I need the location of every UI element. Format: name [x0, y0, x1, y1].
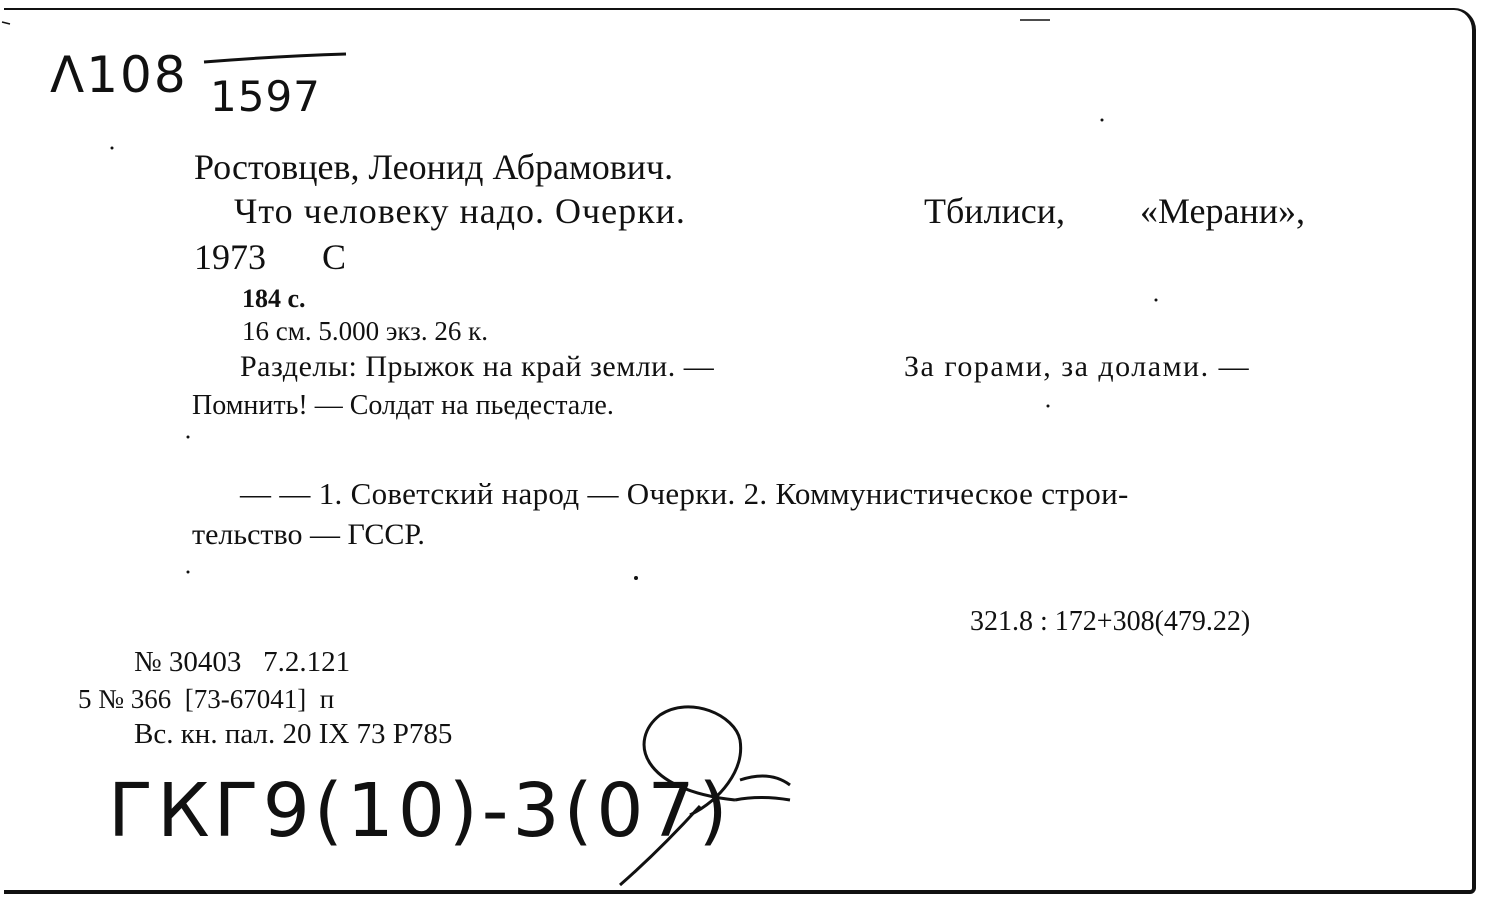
- subject-headings-line-2: тельство — ГССР.: [192, 518, 425, 551]
- sections-line-1a: Разделы: Прыжок на край земли. —: [240, 350, 715, 383]
- sections-line-1b: За горами, за долами. —: [904, 350, 1251, 383]
- catalog-card-border: [4, 8, 1476, 894]
- handwritten-shelf-mark-right: 1597: [210, 72, 321, 121]
- imprint-line-3: Вс. кн. пал. 20 IX 73 Р785: [134, 718, 453, 750]
- year-mark: С: [322, 237, 347, 277]
- handwritten-call-number: ГКГ9(10)-3(07): [108, 768, 732, 854]
- publisher: «Мерани»,: [1140, 191, 1306, 231]
- year: 1973: [194, 237, 266, 277]
- title-line: Что человеку надо. Очерки.: [234, 191, 686, 231]
- classification-index: 321.8 : 172+308(479.22): [970, 606, 1251, 637]
- handwritten-shelf-mark-left: Λ108: [50, 46, 188, 104]
- sections-line-2: Помнить! — Солдат на пьедестале.: [192, 390, 614, 421]
- pages: 184 с.: [242, 284, 306, 313]
- imprint-line-2: 5 № 366 [73-67041] п: [78, 684, 335, 714]
- author-line: Ростовцев, Леонид Абрамович.: [194, 147, 674, 187]
- place-of-publication: Тбилиси,: [924, 191, 1066, 231]
- size-copies-price: 16 см. 5.000 экз. 26 к.: [242, 316, 488, 346]
- subject-headings-line-1: — — 1. Советский народ — Очерки. 2. Коммунистическое строи-: [240, 476, 1129, 511]
- imprint-line-1: № 30403 7.2.121: [134, 646, 351, 678]
